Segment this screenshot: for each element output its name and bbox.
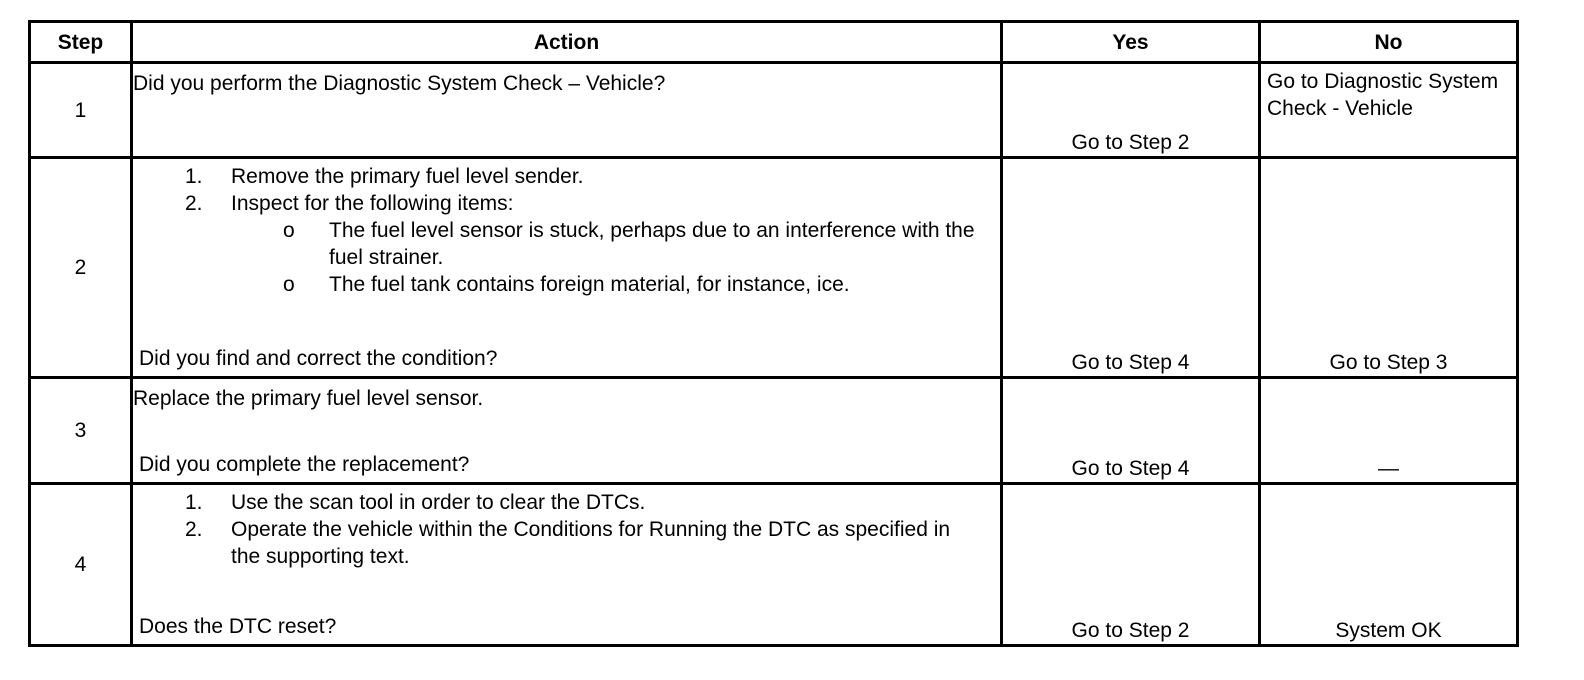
- list-item-number: 2.: [185, 518, 203, 541]
- list-item-number: 1.: [185, 165, 203, 188]
- list-item-text: Operate the vehicle within the Conditions for Running the DTC as specified in the supporting text.: [231, 518, 951, 568]
- diagnostic-table: [28, 20, 1519, 647]
- sub-list-item-text: The fuel level sensor is stuck, perhaps due to an interference with the fuel strainer.: [329, 219, 975, 269]
- bullet-icon: o: [283, 273, 295, 296]
- sub-list-item: [283, 217, 1000, 271]
- table-row: [30, 63, 1518, 158]
- no-result: Go to Step 3: [1260, 158, 1518, 378]
- step-number: 2: [30, 158, 132, 378]
- action-statement: Replace the primary fuel level sensor.: [133, 387, 484, 410]
- sub-list-item: [283, 271, 1000, 298]
- list-item-text: Use the scan tool in order to clear the DTCs.: [231, 491, 646, 514]
- yes-result: Go to Step 4: [1002, 158, 1260, 378]
- bullet-icon: o: [283, 219, 295, 242]
- yes-result: Go to Step 2: [1002, 63, 1260, 158]
- yes-result: Go to Step 4: [1002, 378, 1260, 484]
- sub-list: [231, 217, 1000, 298]
- action-cell: [132, 158, 1002, 378]
- list-item: [185, 489, 960, 516]
- list-item-number: 1.: [185, 491, 203, 514]
- header-step: Step: [30, 22, 132, 63]
- header-action: Action: [132, 22, 1002, 63]
- list-item-number: 2.: [185, 192, 203, 215]
- header-yes: Yes: [1002, 22, 1260, 63]
- action-statement: Did you perform the Diagnostic System Check – Vehicle?: [133, 72, 666, 95]
- list-item: [185, 190, 1000, 298]
- instruction-list: [133, 489, 1000, 570]
- list-item: [185, 516, 960, 570]
- list-item-text: Remove the primary fuel level sender.: [231, 165, 584, 188]
- list-item-text: Inspect for the following items:: [231, 192, 514, 215]
- table-header: [30, 22, 1518, 63]
- header-no: No: [1260, 22, 1518, 63]
- sub-list-item-text: The fuel tank contains foreign material, for instance, ice.: [329, 273, 850, 296]
- action-question: Did you complete the replacement?: [139, 453, 470, 476]
- no-result: System OK: [1260, 484, 1518, 646]
- action-cell: [132, 378, 1002, 484]
- step-number: 4: [30, 484, 132, 646]
- no-result: —: [1260, 378, 1518, 484]
- action-cell: [132, 63, 1002, 158]
- no-result: Go to Diagnostic System Check - Vehicle: [1260, 63, 1518, 158]
- table-row: [30, 484, 1518, 646]
- action-cell: [132, 484, 1002, 646]
- instruction-list: [133, 163, 1000, 298]
- step-number: 1: [30, 63, 132, 158]
- table-row: [30, 378, 1518, 484]
- action-question: Does the DTC reset?: [139, 615, 337, 638]
- step-number: 3: [30, 378, 132, 484]
- action-question: Did you find and correct the condition?: [139, 347, 498, 370]
- yes-result: Go to Step 2: [1002, 484, 1260, 646]
- table-row: [30, 158, 1518, 378]
- list-item: [185, 163, 1000, 190]
